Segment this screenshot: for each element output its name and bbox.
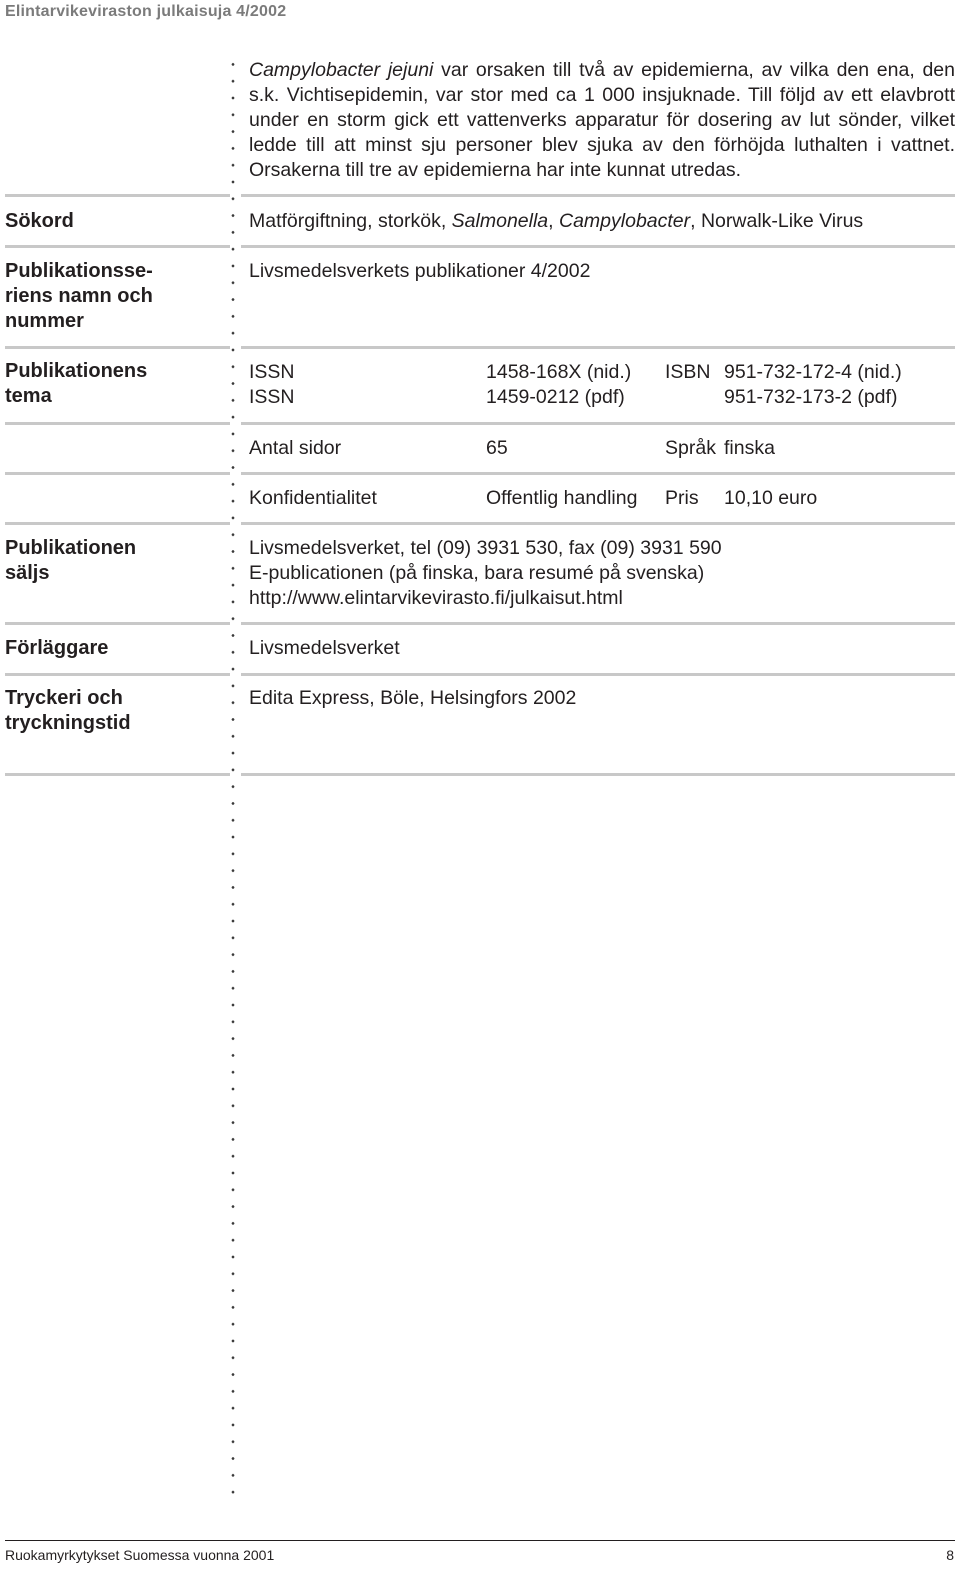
keywords-suffix: , Norwalk-Like Virus [690,210,864,232]
sales-label-line: Publikationen [5,537,137,559]
row-divider [241,773,955,776]
row-divider [241,422,955,425]
theme-label-line: tema [5,385,52,407]
row-divider [5,622,230,625]
series-value: Livsmedelsverkets publikationer 4/2002 [249,260,591,282]
row-divider [241,194,955,197]
keywords-prefix: Matförgiftning, storkök, [249,210,452,232]
pages-label: Antal sidor [249,437,342,459]
row-divider [241,673,955,676]
printer-label [5,686,131,736]
keywords-separator: , [548,210,559,232]
series-label-line: nummer [5,310,84,332]
sales-url: http://www.elintarvikevirasto.fi/julkaisut.html [249,587,623,609]
isbn-value-pdf: 951-732-173-2 (pdf) [724,386,898,408]
row-divider [5,194,230,197]
series-label [5,259,153,334]
issn-value-print: 1458-168X (nid.) [486,361,632,383]
dotted-separator [230,56,236,1496]
row-divider [241,472,955,475]
intro-text: var orsaken till två av epidemierna, av vilka den ena, den s.k. Vichtisepidemin, var stor med ca 1 000 insjuknade. Till följd av ett elavbrott under en storm gick ett vattenverks apparatur för dosering av lut sönder, vilket ledde till att minst sju personer blev sjuka av den förhöjda luthalten i vattnet. Orsakerna till tre av epidemierna har inte kunnat utredas. [249,59,955,181]
running-header: Elintarvikeviraston julkaisuja 4/2002 [5,3,287,20]
row-divider [5,773,230,776]
sales-label [5,536,136,586]
publisher-value: Livsmedelsverket [249,637,400,659]
sales-label-line: säljs [5,562,50,584]
series-label-line: Publikationsse- [5,260,153,282]
row-divider [5,472,230,475]
printer-label-line: tryckningstid [5,712,131,734]
footer-rule [5,1540,955,1541]
printer-label-line: Tryckeri och [5,687,123,709]
row-divider [241,622,955,625]
row-divider [5,422,230,425]
series-label-line: riens namn och [5,285,153,307]
confidentiality-value: Offentlig handling [486,487,638,509]
theme-label [5,359,147,409]
page-number: 8 [946,1547,954,1563]
publisher-label: Förläggare [5,637,109,659]
row-divider [241,245,955,248]
keywords-label: Sökord [5,210,74,232]
row-divider [241,346,955,349]
sales-epublication: E-publicationen (på finska, bara resumé på svenska) [249,562,705,584]
row-divider [5,346,230,349]
pathogen-name: Campylobacter jejuni [249,59,434,81]
isbn-value-print: 951-732-172-4 (nid.) [724,361,902,383]
language-value: finska [724,437,775,459]
theme-label-line: Publikationens [5,360,148,382]
row-divider [5,673,230,676]
printer-value: Edita Express, Böle, Helsingfors 2002 [249,687,577,709]
language-label: Språk [665,437,716,459]
pages-value: 65 [486,437,508,459]
keywords-value [249,209,863,234]
footer-title: Ruokamyrkytykset Suomessa vuonna 2001 [5,1547,275,1563]
price-label: Pris [665,487,699,509]
keyword-salmonella: Salmonella [451,210,549,232]
price-value: 10,10 euro [724,487,818,509]
issn-value-pdf: 1459-0212 (pdf) [486,386,625,408]
intro-paragraph [249,58,955,183]
keyword-campylobacter: Campylobacter [559,210,691,232]
issn-label: ISSN [249,361,295,383]
row-divider [5,245,230,248]
isbn-label: ISBN [665,361,711,383]
sales-value [249,536,722,611]
issn-label: ISSN [249,386,295,408]
row-divider [5,522,230,525]
confidentiality-label: Konfidentialitet [249,487,377,509]
sales-contact: Livsmedelsverket, tel (09) 3931 530, fax (09) 3931 590 [249,537,722,559]
row-divider [241,522,955,525]
